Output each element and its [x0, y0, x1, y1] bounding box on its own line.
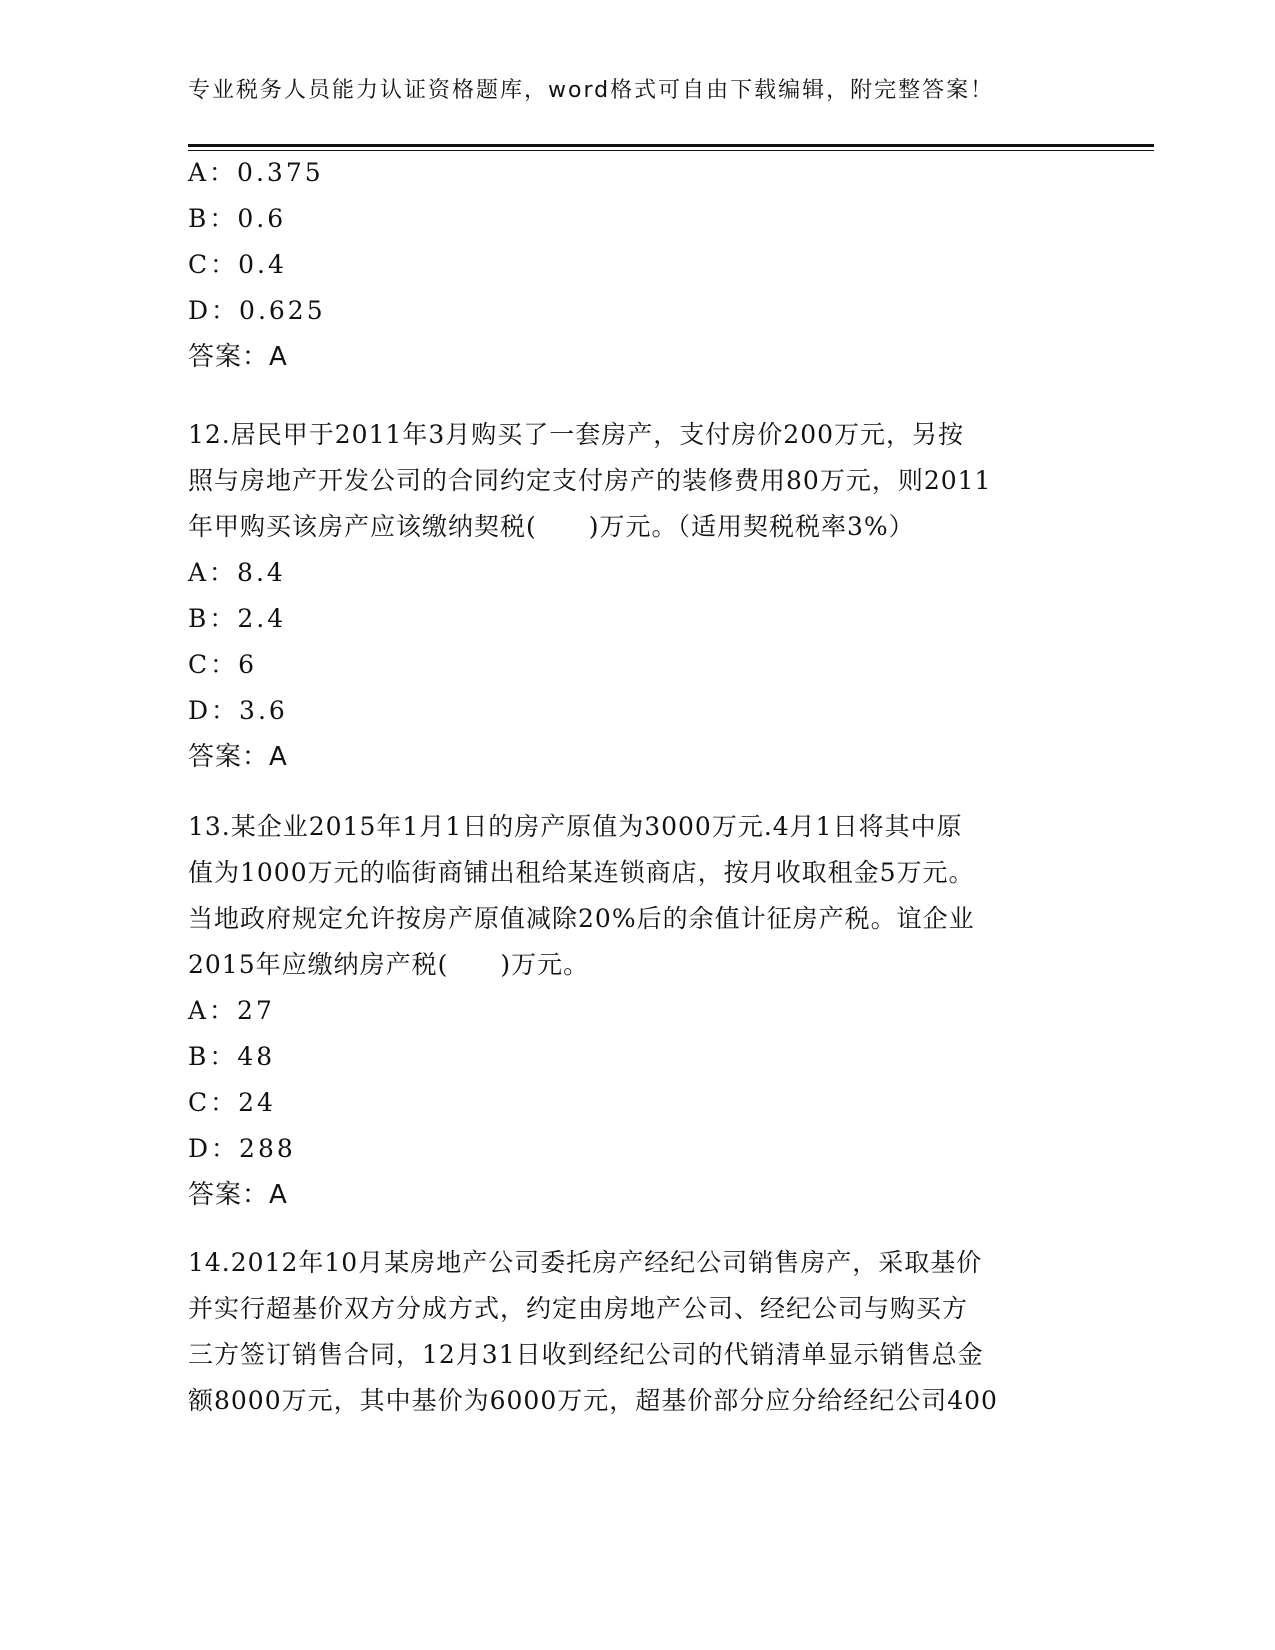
option-b: B：48 — [188, 1042, 276, 1071]
question-14 — [188, 1240, 1088, 1424]
question-text-line: 年甲购买该房产应该缴纳契税( )万元。（适用契税税率3%） — [188, 512, 915, 541]
page-header: 专业税务人员能力认证资格题库，word格式可自由下载编辑，附完整答案！ — [188, 78, 995, 103]
question-text-line: 并实行超基价双方分成方式，约定由房地产公司、经纪公司与购买方 — [188, 1294, 969, 1323]
header-divider-thick — [188, 144, 1154, 147]
question-text-line: 额8000万元，其中基价为6000万元，超基价部分应分给经纪公司400 — [188, 1386, 998, 1415]
option-c: C：6 — [188, 650, 258, 679]
option-d: D：3.6 — [188, 696, 288, 725]
option-c: C：0.4 — [188, 250, 287, 279]
question-11-options — [188, 150, 1088, 380]
option-b: B：0.6 — [188, 204, 287, 233]
option-a: A：8.4 — [188, 558, 286, 587]
question-text-line: 14.2012年10月某房地产公司委托房产经纪公司销售房产，采取基价 — [188, 1248, 983, 1277]
question-text-line: 2015年应缴纳房产税( )万元。 — [188, 950, 590, 979]
option-c: C：24 — [188, 1088, 276, 1117]
question-text-line: 三方签订销售合同，12月31日收到经纪公司的代销清单显示销售总金 — [188, 1340, 984, 1369]
question-text-line: 当地政府规定允许按房产原值减除20%后的余值计征房产税。谊企业 — [188, 904, 975, 933]
question-text-line: 12.居民甲于2011年3月购买了一套房产，支付房价200万元，另按 — [188, 420, 965, 449]
answer: 答案：A — [188, 742, 288, 772]
question-13 — [188, 804, 1088, 1218]
option-d: D：288 — [188, 1134, 296, 1163]
question-text-line: 值为1000万元的临街商铺出租给某连锁商店，按月收取租金5万元。 — [188, 858, 975, 887]
option-b: B：2.4 — [188, 604, 287, 633]
question-12 — [188, 412, 1088, 780]
option-a: A：27 — [188, 996, 275, 1025]
option-d: D：0.625 — [188, 296, 326, 325]
question-text-line: 13.某企业2015年1月1日的房产原值为3000万元.4月1日将其中原 — [188, 812, 963, 841]
option-a: A：0.375 — [188, 158, 324, 187]
answer: 答案：A — [188, 342, 288, 372]
question-text-line: 照与房地产开发公司的合同约定支付房产的装修费用80万元，则2011 — [188, 466, 992, 495]
answer: 答案：A — [188, 1180, 288, 1210]
